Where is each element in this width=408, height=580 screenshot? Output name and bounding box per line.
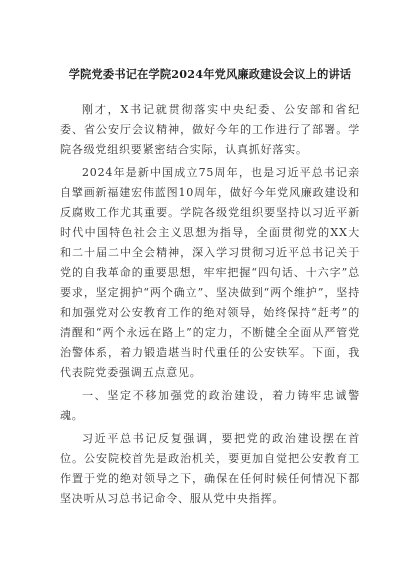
document-title: 学院党委书记在学院2024年党风廉政建设会议上的讲话 (68, 67, 352, 81)
paragraph-background: 2024年是新中国成立75周年，也是习近平总书记亲自擘画新福建宏伟蓝图10周年，做好今年党风廉政建设和反腐败工作尤其重要。学院各级党组织要坚持以习近平新时代中国特色社会主义思想为指导，全面贯彻党的XX大和二十届二中全会精神，深入学习贯彻习近平总书记关于党的自我革命的重要思想，牢牢把握“四句话、十六字”总要求，坚定拥护“两个确立”、坚决做到“两个维护”，坚持和加强党对公安教育工作的绝对领导，始终保持“赶考”的清醒和“两个永远在路上”的定力，不断健全全面从严管党治警体系，着力锻造堪当时代重任的公安铁军。下面，我代表院党委强调五点意见。 (60, 166, 360, 379)
paragraph-section-one: 习近平总书记反复强调，要把党的政治建设摆在首位。公安院校首先是政治机关，要更加自觉把公安教育工作置于党的绝对领导之下，确保在任何时候任何情况下都坚决听从习总书记命令、服从党中央指挥。 (60, 432, 360, 505)
section-heading-one: 一、坚定不移加强党的政治建设，着力铸牢忠诚警魂。 (60, 389, 360, 422)
paragraph-opening: 刚才，X书记就贯彻落实中央纪委、公安部和省纪委、省公安厅会议精神，做好今年的工作进行了部署。学院各级党组织要紧密结合实际，认真抓好落实。 (60, 103, 360, 156)
